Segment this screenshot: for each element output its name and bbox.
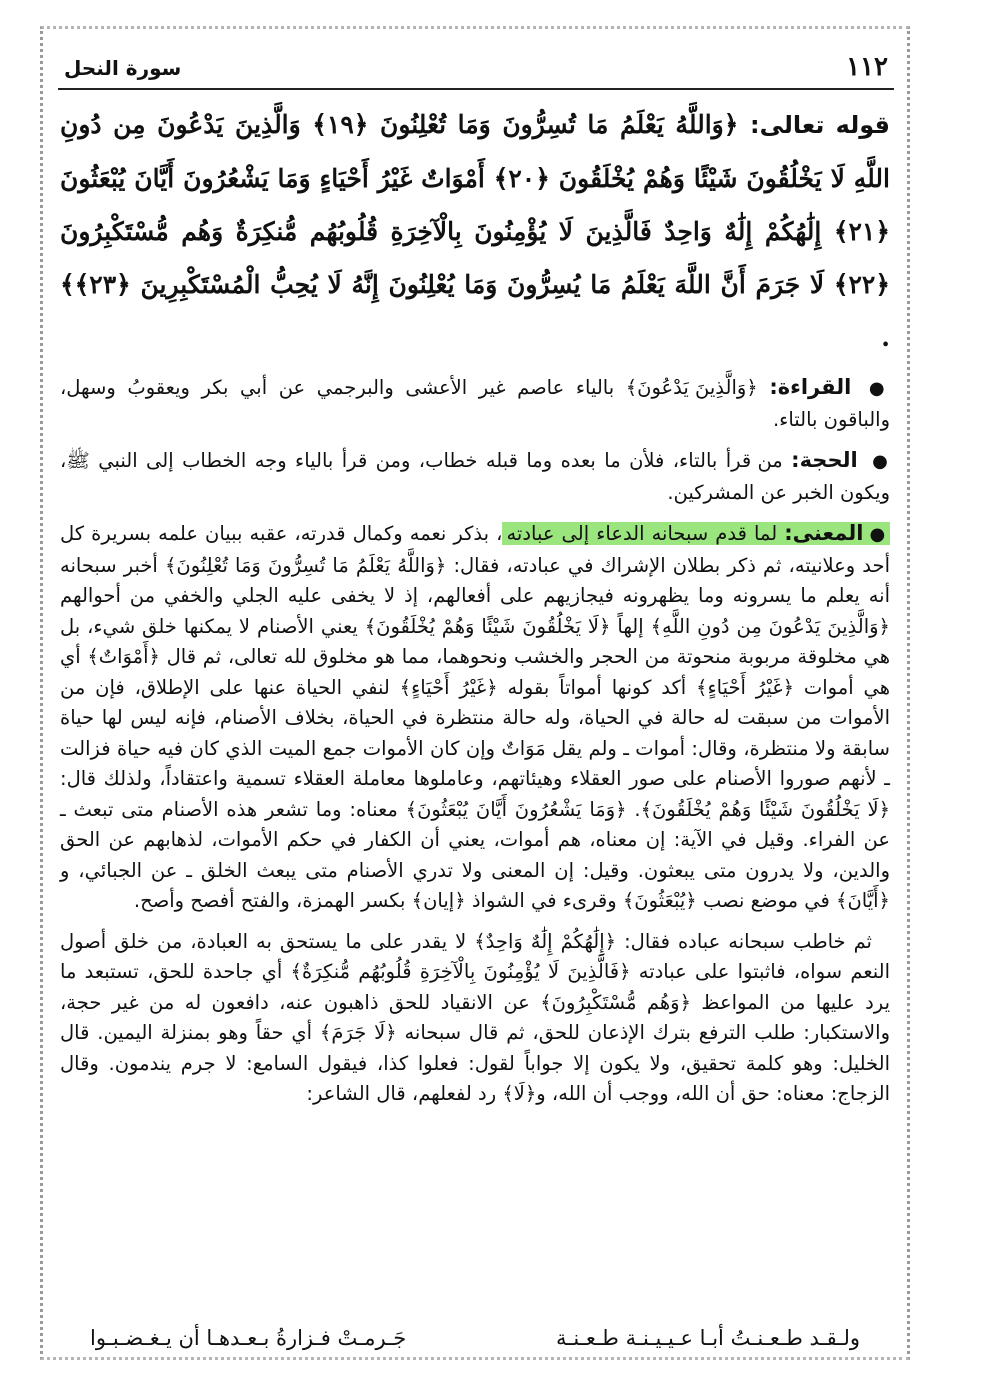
section-heading: المعنى: xyxy=(784,521,864,545)
section-text: ﴿وَالَّذِينَ يَدْعُونَ﴾ بالياء عاصم غير الأعشى والبرجمي عن أبي بكر ويعقوبُ وسهل، والباقون بالتاء. xyxy=(60,376,890,431)
quran-verses xyxy=(60,98,890,364)
verse-text: ﴿وَاللَّهُ يَعْلَمُ مَا تُسِرُّونَ وَمَا تُعْلِنُونَ ﴿١٩﴾ وَالَّذِينَ يَدْعُونَ مِن دُونِ اللَّهِ لَا يَخْلُقُونَ شَيْئًا وَهُمْ يُخْلَقُونَ ﴿٢٠﴾ أَمْوَاتٌ غَيْرُ أَحْيَاءٍ وَمَا يَشْعُرُونَ أَيَّانَ يُبْعَثُونَ ﴿٢١﴾ إِلَٰهُكُمْ إِلَٰهٌ وَاحِدٌ فَالَّذِينَ لَا يُؤْمِنُونَ بِالْآخِرَةِ قُلُوبُهُم مُّنكِرَةٌ وَهُم مُّسْتَكْبِرُونَ ﴿٢٢﴾ لَا جَرَمَ أَنَّ اللَّهَ يَعْلَمُ مَا يُسِرُّونَ وَمَا يُعْلِنُونَ إِنَّهُ لَا يُحِبُّ الْمُسْتَكْبِرِينَ ﴿٢٣﴾﴾ . xyxy=(60,110,890,352)
poem-hemistich-first: ولـقـد طـعـنـتُ أبـا عـيـيـنـة طـعـنـة xyxy=(556,1326,860,1350)
page-number: ١١٢ xyxy=(846,52,888,82)
bullet-icon: ● xyxy=(872,451,891,472)
poem-verse xyxy=(90,1326,860,1350)
highlight-text: لما قدم سبحانه الدعاء إلى عبادته xyxy=(506,522,785,545)
page-header xyxy=(58,52,894,90)
section-text: ، بذكر نعمه وكمال قدرته، عقبه ببيان علمه بسريرة كل أحد وعلانيته، ثم ذكر بطلان الإشراك في عبادته، فقال: ﴿وَاللَّهُ يَعْلَمُ مَا تُسِرُّونَ وَمَا تُعْلِنُونَ﴾ أخبر سبحانه أنه يعلم ما يسرونه وما يظهرونه فيجازيهم على أفعالهم، إذ لا يخفى عليه الجلي والخفي من أحوالهم ﴿وَالَّذِينَ يَدْعُونَ مِن دُونِ اللَّهِ﴾ إلهاً ﴿لَا يَخْلُقُونَ شَيْئًا وَهُمْ يُخْلَقُونَ﴾ يعني الأصنام لا يمكنها خلق شيء، بل هي مخلوقة مربوبة منحوتة من الحجر والخشب ونحوهما، مما هو مخلوق لله تعالى، ثم قال ﴿أَمْوَاتٌ﴾ أي هي أموات ﴿غَيْرُ أَحْيَاءٍ﴾ أكد كونها أمواتاً بقوله ﴿غَيْرُ أَحْيَاءٍ﴾ لنفي الحياة عنها على الإطلاق، فإن من الأموات من سبقت له حالة في الحياة، وله حالة منتظرة في الحياة، بخلاف الأصنام، فإنه ليس لها حياة سابقة ولا منتظرة، وقال: أموات ـ ولم يقل مَوَاتٌ وإن كان الأموات جمع الميت الذي كان فيه حياة فزالت ـ لأنهم صوروا الأصنام على صور العقلاء وهيئاتهم، وعاملوها معاملة العقلاء تسمية واعتقاداً، ولذلك قال: ﴿لَا يَخْلُقُونَ شَيْئًا وَهُمْ يُخْلَقُونَ﴾. ﴿وَمَا يَشْعُرُونَ أَيَّانَ يُبْعَثُونَ﴾ معناه: وما تشعر هذه الأصنام متى تبعث ـ عن الفراء. وقيل في الآية: إن معناه، هم أموات، يعني أن الكفار في حكم الأموات، لذهابهم عن الحق والدين، ولا يدرون متى يبعثون. وقيل: إن المعنى ولا تدري الأصنام متى يبعث الخلق ـ عن الجبائي، و ﴿أَيَّانَ﴾ في موضع نصب ﴿يُبْعَثُونَ﴾ وقرىء في الشواذ ﴿إيان﴾ بكسر الهمزة، والفتح أفصح وأصح. xyxy=(60,522,890,912)
paragraph-continuation: ثم خاطب سبحانه عباده فقال: ﴿إِلَٰهُكُمْ إِلَٰهٌ وَاحِدٌ﴾ لا يقدر على ما يستحق به العبادة، من خلق أصول النعم سواه، فاثبتوا على عبادته ﴿فَالَّذِينَ لَا يُؤْمِنُونَ بِالْآخِرَةِ قُلُوبُهُم مُّنكِرَةٌ﴾ أي جاحدة للحق، تستبعد ما يرد عليها من المواعظ ﴿وَهُم مُّسْتَكْبِرُونَ﴾ عن الانقياد للحق ذاهبون عنه، دافعون له من غير حجة، والاستكبار: طلب الترفع بترك الإذعان للحق، ثم قال سبحانه ﴿لَا جَرَمَ﴾ أي حقاً وهو بمنزلة اليمين. قال الخليل: وهو كلمة تحقيق، ولا يكون إلا جواباً لقول: فعلوا كذا، فيقول السامع: لا جرم يندمون. وقال الزجاج: معناه: حق أن الله، ووجب أن الله، و﴿لَا﴾ رد لفعلهم، قال الشاعر: xyxy=(60,929,890,1105)
bullet-icon: ● xyxy=(868,378,890,399)
section-heading: القراءة: xyxy=(769,375,852,399)
surah-title: سورة النحل xyxy=(64,56,182,80)
section-qiraa xyxy=(60,372,890,435)
verse-lead: قوله تعالى: xyxy=(749,111,890,139)
poem-hemistich-second: جَـرمـتْ فـزارةُ بـعـدهـا أن يـغـضـبـوا xyxy=(90,1326,407,1350)
section-hujja xyxy=(60,445,890,508)
section-text: من قرأ بالتاء، فلأن ما بعده وما قبله خطاب، ومن قرأ بالياء وجه الخطاب إلى النبي ﷺ، ويكون الخبر عن المشركين. xyxy=(60,449,890,504)
bullet-icon: ● xyxy=(869,524,887,545)
section-heading: الحجة: xyxy=(791,448,858,472)
section-maana xyxy=(60,518,890,917)
page-content xyxy=(60,98,890,1110)
highlighted-passage xyxy=(502,522,890,545)
